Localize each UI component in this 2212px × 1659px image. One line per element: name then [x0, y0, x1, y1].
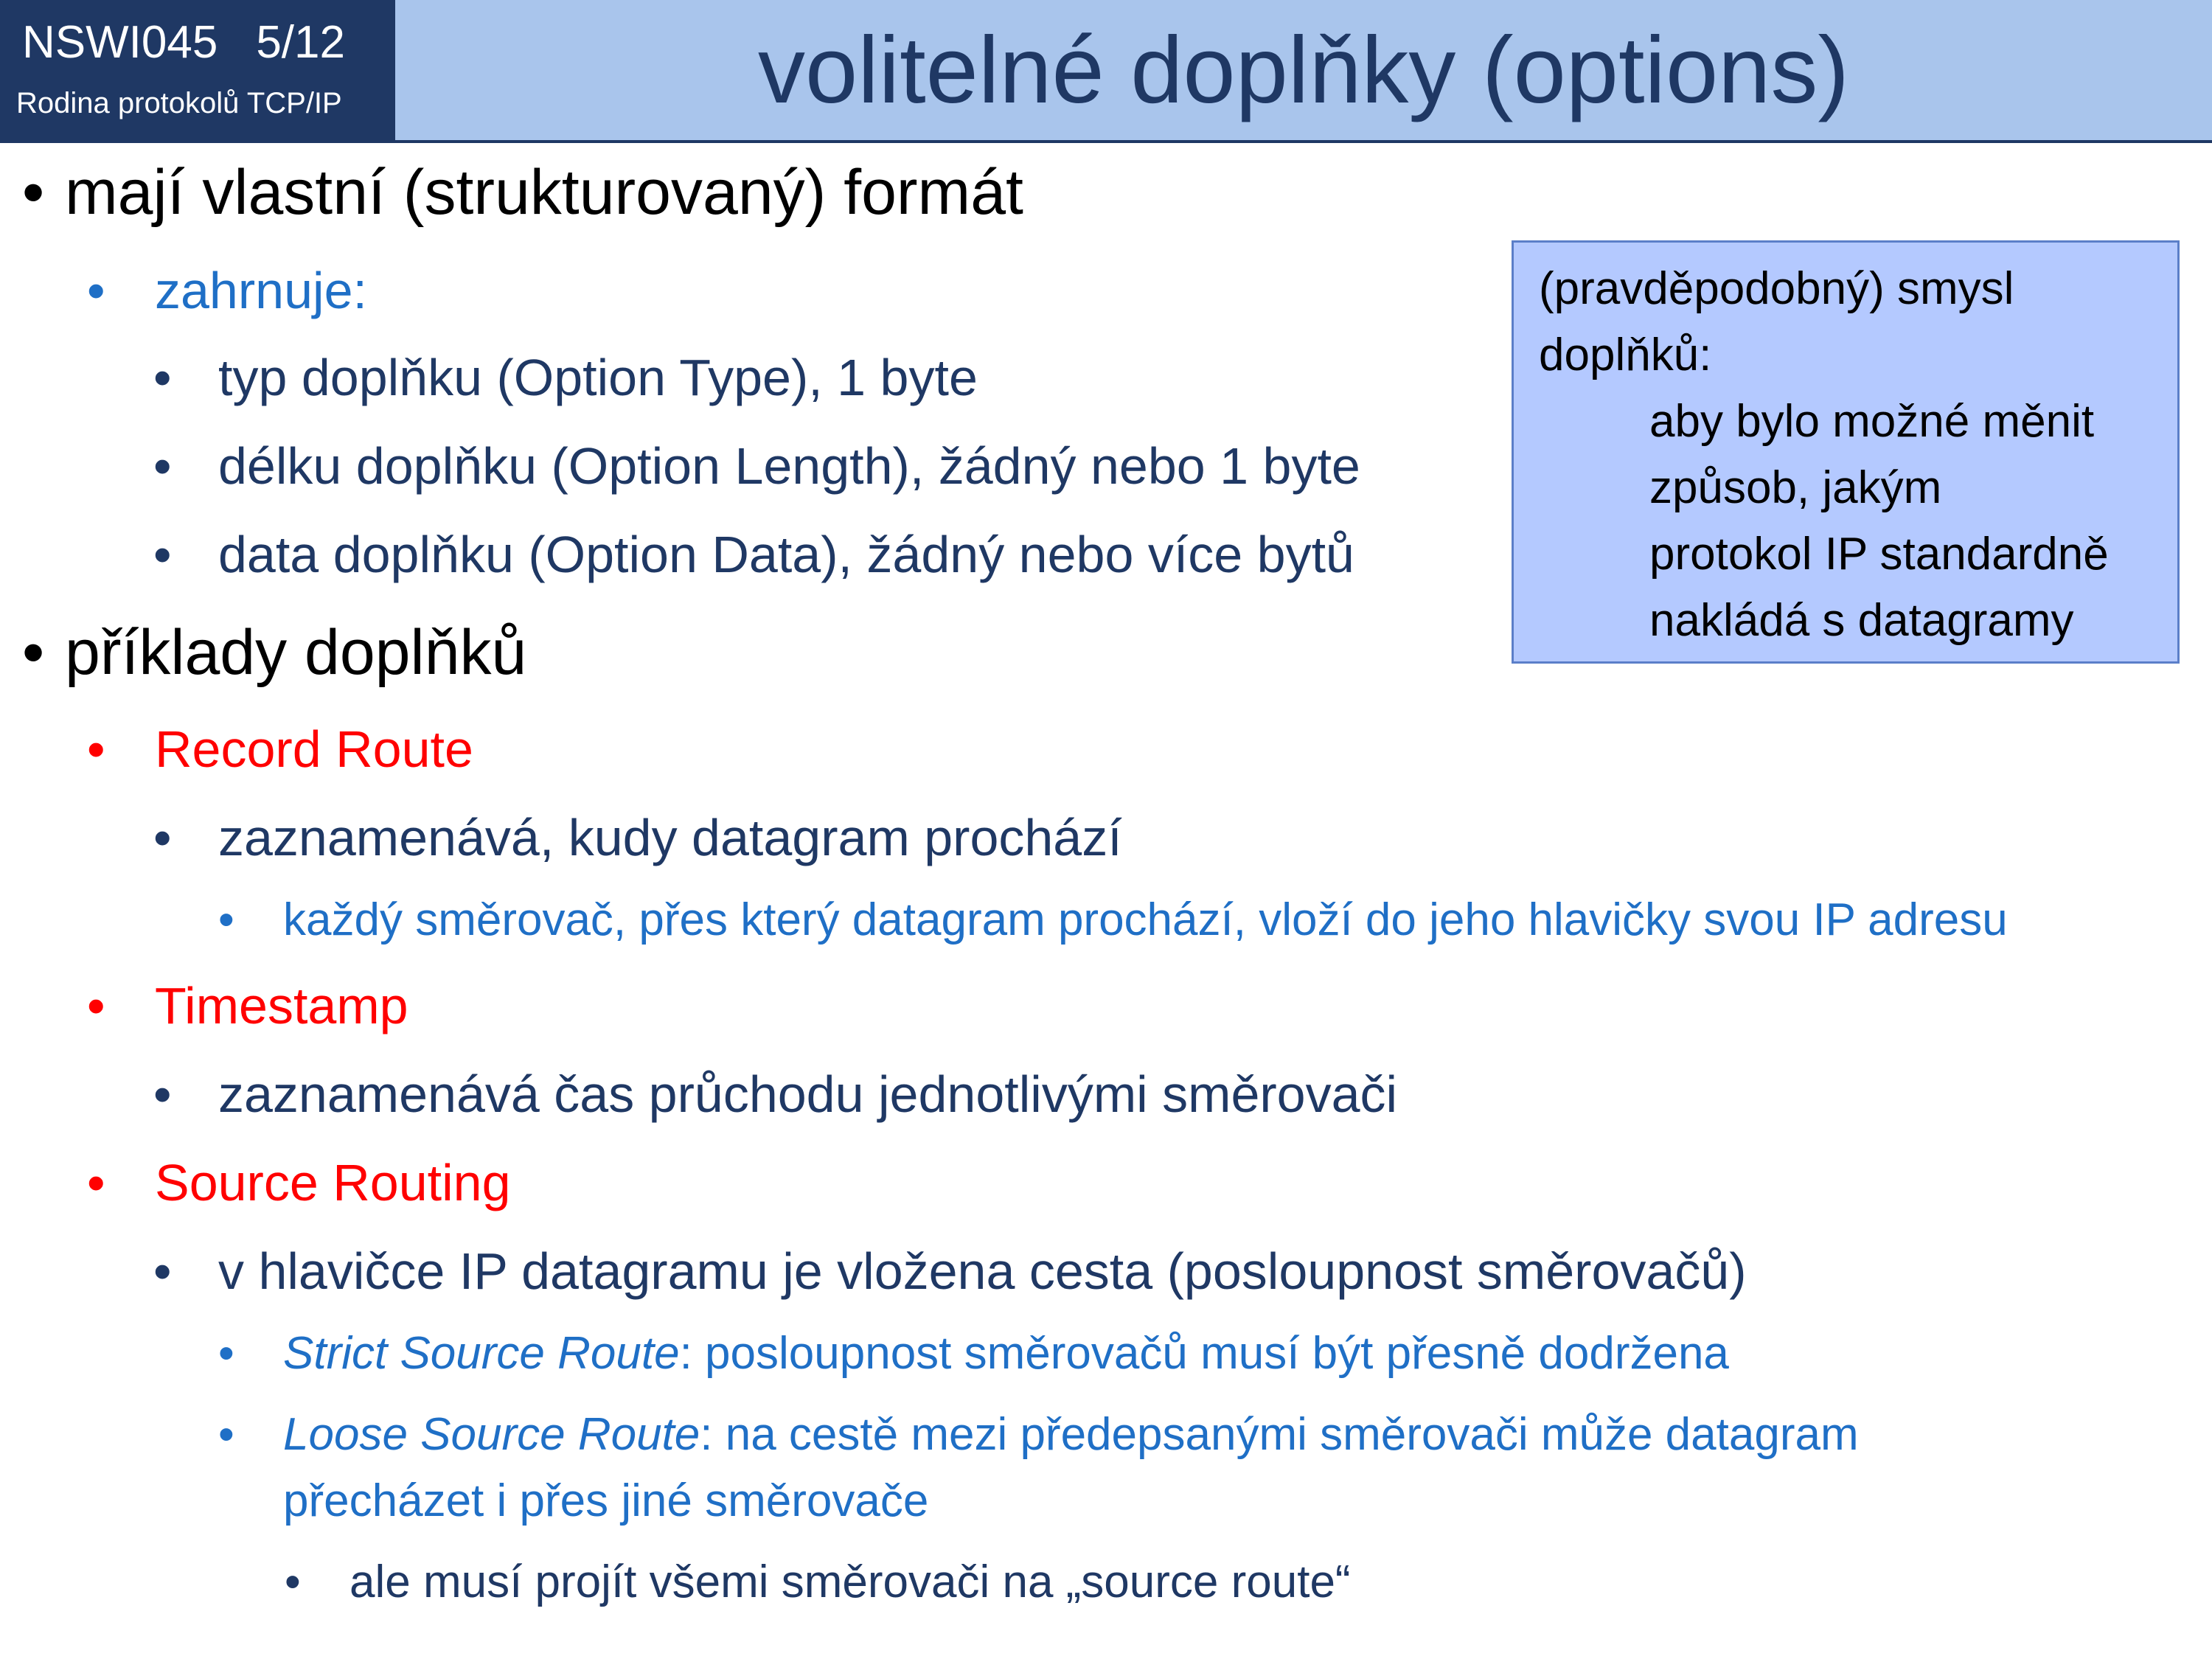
- timestamp-desc-text: zaznamenává čas průchodu jednotlivými směrovači: [218, 1065, 1398, 1123]
- record-route-desc-text: zaznamenává, kudy datagram prochází: [218, 809, 1122, 866]
- bullet-dot: •: [153, 349, 172, 406]
- course-badge: [0, 0, 395, 143]
- strict-term: Strict Source Route: [283, 1328, 680, 1379]
- bullet-dot: •: [153, 1242, 172, 1300]
- bullet-dot: •: [22, 617, 45, 688]
- timestamp-name: Timestamp: [155, 977, 408, 1034]
- source-routing-desc-text: v hlavičce IP datagramu je vložena cesta (posloupnost směrovačů): [218, 1242, 1747, 1300]
- bullet-dot: •: [87, 977, 105, 1034]
- record-route-name: Record Route: [155, 720, 473, 778]
- record-route-detail-text: každý směrovač, přes který datagram prochází, vloží do jeho hlavičky svou IP adresu: [283, 894, 2008, 945]
- strict-source-route: [218, 1327, 1729, 1380]
- loose-sub-text: ale musí projít všemi směrovači na „source route“: [349, 1557, 1351, 1607]
- bullet-dot: •: [153, 1065, 172, 1123]
- option-type-text: typ doplňku (Option Type), 1 byte: [218, 349, 978, 406]
- note-line: (pravděpodobný) smysl: [1539, 263, 2014, 314]
- bullet-dot: •: [153, 809, 172, 866]
- bullet-dot: •: [87, 720, 105, 778]
- list-item-option-data: [153, 525, 1354, 584]
- note-line: doplňků:: [1539, 330, 1712, 380]
- page-number: 5/12: [256, 17, 345, 68]
- bullet-dot: •: [153, 437, 172, 495]
- bullet-dot: •: [218, 1328, 234, 1379]
- option-length-text: délku doplňku (Option Length), žádný nebo 1 byte: [218, 437, 1360, 495]
- bullet-dot: •: [22, 157, 45, 228]
- note-line: protokol IP standardně: [1649, 529, 2109, 580]
- list-item-option-type: [153, 348, 978, 407]
- slide-title: volitelné doplňky (options): [758, 18, 1849, 123]
- bullet-dot: •: [285, 1557, 301, 1607]
- note-line: způsob, jakým: [1649, 462, 1942, 513]
- course-name: Rodina protokolů TCP/IP: [16, 87, 342, 119]
- example-source-routing: [87, 1153, 511, 1212]
- bullet-dot: •: [218, 894, 234, 945]
- loose-source-route-sub: [285, 1556, 1351, 1608]
- loose-source-route-continuation: [283, 1475, 928, 1527]
- timestamp-desc: [153, 1065, 1397, 1124]
- list-item-option-length: [153, 437, 1360, 495]
- bullet-dot: •: [87, 1154, 105, 1211]
- loose-source-route: [218, 1408, 1859, 1461]
- course-line: [22, 16, 345, 69]
- includes-label: zahrnuje:: [155, 262, 367, 319]
- note-line: aby bylo možné měnit: [1649, 396, 2095, 447]
- record-route-detail: [218, 894, 2008, 946]
- bullet-format: [0, 156, 1023, 229]
- bullet-examples: [0, 616, 526, 689]
- source-routing-desc: [153, 1242, 1747, 1301]
- loose-term: Loose Source Route: [283, 1409, 700, 1460]
- format-heading: mají vlastní (strukturovaný) formát: [65, 157, 1023, 228]
- note-box: [1512, 240, 2180, 664]
- bullet-dot: •: [153, 526, 172, 583]
- example-record-route: [87, 720, 473, 779]
- bullet-dot: •: [87, 262, 105, 319]
- examples-heading: příklady doplňků: [65, 617, 527, 688]
- bullet-dot: •: [218, 1409, 234, 1460]
- note-line: nakládá s datagramy: [1649, 595, 2074, 646]
- option-data-text: data doplňku (Option Data), žádný nebo více bytů: [218, 526, 1354, 583]
- strict-text: : posloupnost směrovačů musí být přesně dodržena: [679, 1328, 1729, 1379]
- course-code: NSWI045: [22, 17, 218, 68]
- loose-text-continuation: přecházet i přes jiné směrovače: [283, 1475, 929, 1526]
- source-routing-name: Source Routing: [155, 1154, 511, 1211]
- loose-text: : na cestě mezi předepsanými směrovači může datagram: [700, 1409, 1859, 1460]
- bullet-includes: [87, 261, 367, 320]
- record-route-desc: [153, 808, 1122, 867]
- example-timestamp: [87, 976, 408, 1035]
